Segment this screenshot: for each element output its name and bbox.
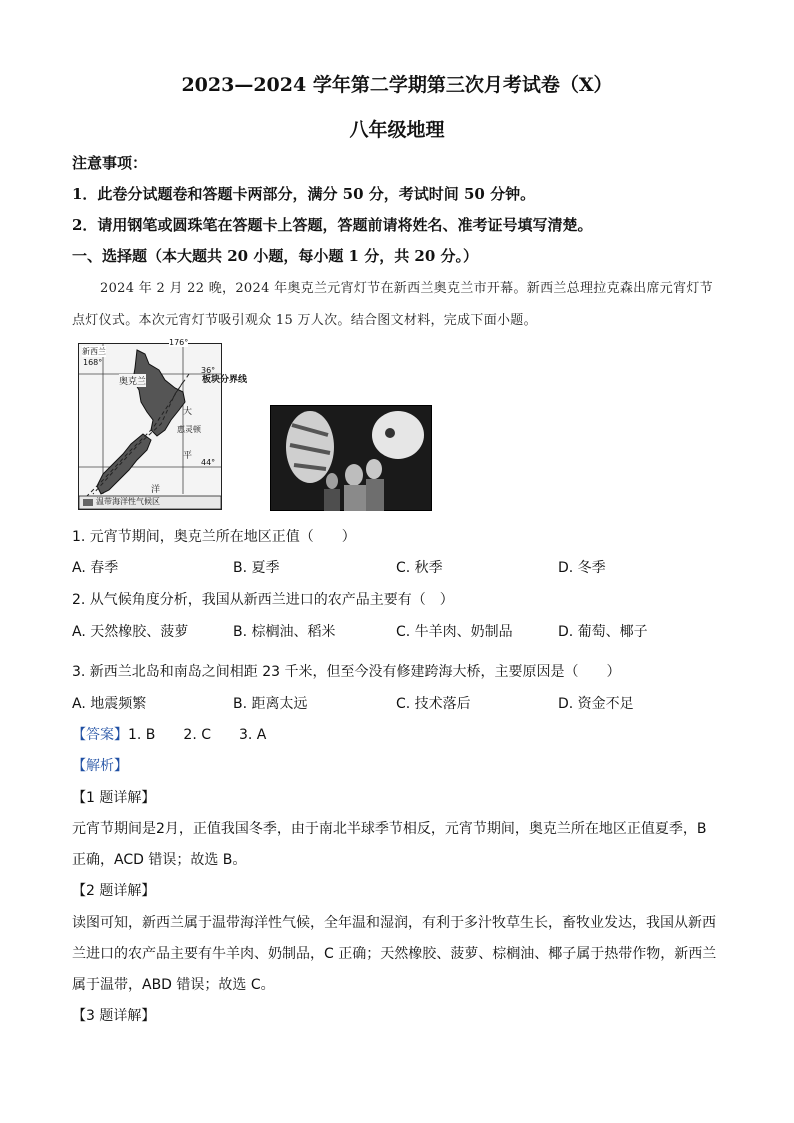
q2-detail-heading: 【2 题详解】	[72, 883, 156, 899]
question-2-option-c: C. 牛羊肉、奶制品	[396, 624, 513, 640]
question-1-stem: 1. 元宵节期间，奥克兰所在地区正值（ ）	[72, 529, 356, 545]
analysis-label: 【解析】	[72, 758, 128, 774]
answer-label: 【答案】	[72, 727, 128, 743]
question-2-stem: 2. 从气候角度分析，我国从新西兰进口的农产品主要有（ ）	[72, 592, 454, 608]
intro-line-2: 点灯仪式。本次元宵灯节吸引观众 15 万人次。结合图文材料，完成下面小题。	[72, 313, 537, 328]
map-ocean-3: 洋	[151, 485, 161, 495]
notes-heading: 注意事项：	[72, 154, 148, 172]
intro-line-1: 2024 年 2 月 22 晚，2024 年奥克兰元宵灯节在新西兰奥克兰市开幕。新西兰总理拉克森出席元宵灯节	[100, 281, 713, 296]
exam-title: 2023—2024 学年第二学期第三次月考试卷（X）	[181, 74, 613, 96]
question-1-option-c: C. 秋季	[396, 560, 443, 576]
question-1-option-b: B. 夏季	[233, 560, 280, 576]
map-ocean-2: 平	[183, 451, 193, 461]
question-3-option-a: A. 地震频繁	[72, 696, 147, 712]
question-3-option-c: C. 技术落后	[396, 696, 471, 712]
q3-detail-heading: 【3 题详解】	[72, 1008, 156, 1024]
question-3-option-b: B. 距离太远	[233, 696, 308, 712]
question-3-option-d: D. 资金不足	[558, 696, 634, 712]
map-country-label: 新西兰	[82, 347, 106, 356]
q2-detail-line-3: 属于温带，ABD 错误；故选 C。	[72, 977, 275, 993]
q1-detail-line-1: 元宵节期间是2月，正值我国冬季，由于南北半球季节相反，元宵节期间，奥克兰所在地区正值夏季，B	[72, 821, 707, 837]
map-city-wellington: 惠灵顿	[177, 425, 201, 434]
question-2-option-b: B. 棕榈油、稻米	[233, 624, 336, 640]
map-lat-36: 36°	[201, 366, 216, 375]
q2-detail-line-2: 兰进口的农产品主要有牛羊肉、奶制品，C 正确；天然橡胶、菠萝、棕榈油、椰子属于热带作物，新西兰	[72, 946, 717, 962]
answer-text: 1. B 2. C 3. A	[128, 727, 267, 743]
question-3-stem: 3. 新西兰北岛和南岛之间相距 23 千米，但至今没有修建跨海大桥，主要原因是（ ）	[72, 664, 621, 680]
exam-subject: 八年级地理	[349, 119, 445, 141]
lantern-festival-photo	[270, 405, 432, 511]
answer-block	[72, 724, 266, 744]
map-lon-168: 168°	[83, 358, 103, 367]
map-city-auckland: 奥克兰	[119, 374, 146, 387]
q2-detail-line-1: 读图可知，新西兰属于温带海洋性气候，全年温和湿润，有利于多汁牧草生长，畜牧业发达，我国从新西	[72, 915, 716, 931]
notes-item-1: 1．此卷分试题卷和答题卡两部分，满分 50 分，考试时间 50 分钟。	[72, 185, 536, 203]
notes-item-2: 2．请用钢笔或圆珠笔在答题卡上答题，答题前请将姓名、准考证号填写清楚。	[72, 216, 593, 234]
section-heading: 一、选择题（本大题共 20 小题，每小题 1 分，共 20 分。）	[72, 247, 479, 265]
question-2-option-d: D. 葡萄、椰子	[558, 624, 648, 640]
map-ocean-1: 大	[183, 407, 193, 417]
new-zealand-map	[78, 338, 222, 510]
map-lon-176: 176°	[169, 338, 189, 347]
question-2-option-a: A. 天然橡胶、菠萝	[72, 624, 189, 640]
map-legend-label: 温带海洋性气候区	[96, 497, 160, 506]
question-1-option-a: A. 春季	[72, 560, 119, 576]
map-lat-44: 44°	[201, 458, 216, 467]
q1-detail-heading: 【1 题详解】	[72, 790, 156, 806]
map-plate-boundary-label: 板块分界线	[202, 375, 248, 385]
q1-detail-line-2: 正确，ACD 错误；故选 B。	[72, 852, 247, 868]
question-1-option-d: D. 冬季	[558, 560, 606, 576]
